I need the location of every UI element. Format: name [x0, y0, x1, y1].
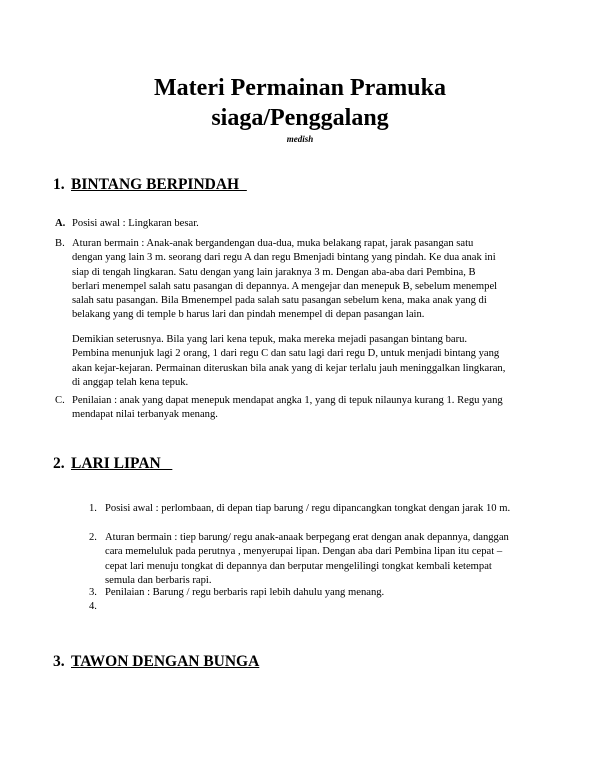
section-title: BINTANG BERPINDAH	[71, 176, 247, 193]
document-title-line2: siaga/Penggalang	[211, 105, 389, 131]
list-item-text: Posisi awal : perlombaan, di depan tiap barung / regu dipancangkan tongkat dengan jarak 10 m.	[105, 503, 511, 514]
list-marker: C.	[55, 395, 65, 406]
list-item	[55, 394, 505, 423]
document-title-line1: Materi Permainan Pramuka	[154, 75, 446, 101]
list-item	[55, 237, 505, 323]
list-item	[89, 502, 519, 516]
list-item-text: Aturan bermain : tiep barung/ regu anak-anaak berpegang erat dengan anak depannya, danggan cara memeluluk pada perutnya , menyerupai lipan. Dengan aba dari Pembina lipan itu cepat –cepat lari menuju tongkat di depannya dan berputar mengelilingi tongkat kembali ketempat semula dan berbaris rapi.	[105, 532, 509, 586]
section-number: 2.	[53, 455, 65, 472]
list-marker: A.	[55, 218, 66, 229]
list-item	[89, 531, 519, 588]
list-marker: 2.	[89, 532, 97, 543]
list-item	[55, 217, 505, 231]
list-marker: B.	[55, 238, 65, 249]
section-title: LARI LIPAN	[71, 455, 173, 472]
list-item-text: Penilaian : anak yang dapat menepuk mendapat angka 1, yang di tepuk nilaunya kurang 1. Regu yang mendapat nilai terbanyak menang.	[72, 395, 503, 421]
section-heading-lari-lipan	[53, 455, 172, 473]
section-title: TAWON DENGAN BUNGA	[71, 653, 260, 670]
section-number: 3.	[53, 653, 65, 670]
section-number: 1.	[53, 176, 65, 193]
list-marker: 4.	[89, 601, 97, 612]
list-item-text: Aturan bermain : Anak-anak bergandengan dua-dua, muka belakang rapat, jarak pasangan satu dengan yang lain 3 m. seorang dari regu A dan regu Bmenjadi bintang yang pindah. Ke dua anak ini siap di tengah lingkaran. Satu dengan yang lain jaraknya 3 m. Dengan aba-aba dari Pembina, B berlari menempel salah satu pasangan di depannya. A mengejar dan menepuk B, sebelum menempel salah satu pasangan. Bila Bmenempel pada salah satu pasangan sebelum kena, maka anak yang di belakang yang di temple b harus lari dan pindah menempel di depan pasangan lain.	[72, 238, 498, 321]
list-item-text: Penilaian : Barung / regu berbaris rapi lebih dahulu yang menang.	[105, 587, 385, 598]
section-heading-bintang-berpindah	[53, 176, 247, 194]
document-author: medish	[286, 134, 314, 144]
list-item	[89, 586, 519, 600]
list-marker: 3.	[89, 587, 97, 598]
section-heading-tawon-dengan-bunga	[53, 653, 259, 671]
list-item-text: Posisi awal : Lingkaran besar.	[72, 218, 199, 229]
paragraph: Demikian seterusnya. Bila yang lari kena tepuk, maka mereka mejadi pasangan bintang baru. Pembina menunjuk lagi 2 orang, 1 dari regu C dan satu lagi dari regu D, untuk menjadi bintang yang akan kejar-kejaran. Permainan diteruskan bila anak yang di kejar terlalu jauh meninggalkan lingkaran, di anggap telah kena tepuk.	[72, 334, 506, 388]
list-marker: 1.	[89, 503, 97, 514]
